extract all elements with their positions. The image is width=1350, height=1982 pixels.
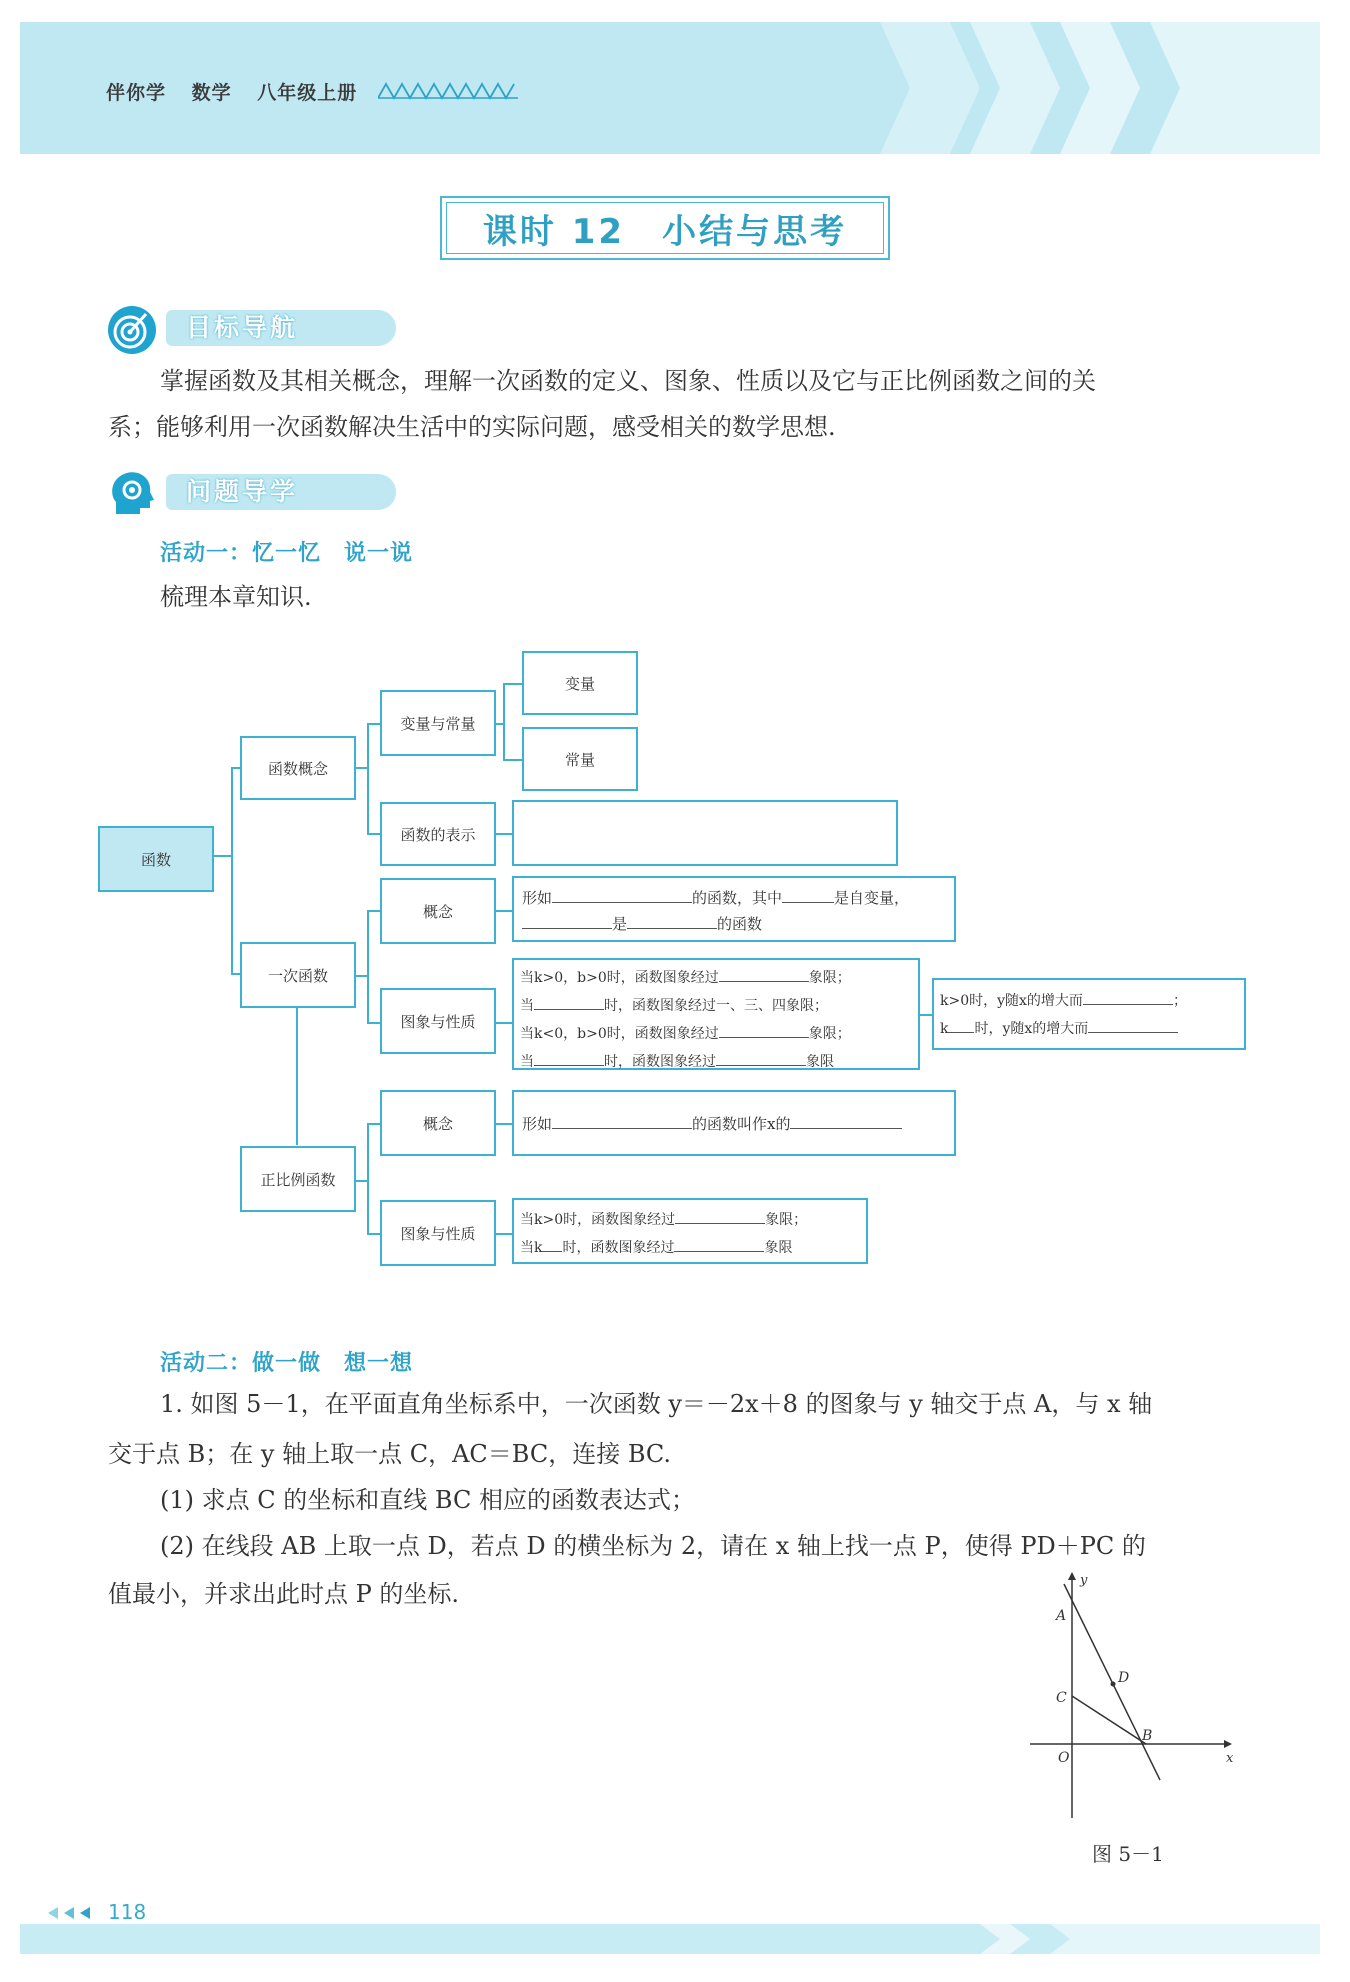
linear-props-line3 [520,1019,851,1047]
fill-blank[interactable] [782,884,834,903]
node-proportional-props: 图象与性质 [380,1200,496,1266]
linear-concept-fill-box [512,876,956,942]
connector [494,910,512,912]
activity1-text: 梳理本章知识. [160,583,312,611]
page-number: 118 [108,1900,147,1924]
linear-concept-line1 [522,884,909,910]
node-var-const: 变量与常量 [380,690,496,756]
label-o: O [1058,1750,1070,1766]
problem-part2: (2) 在线段 AB 上取一点 D，若点 D 的横坐标为 2，请在 x 轴上找一点 P，使得 PD＋PC 的 [160,1532,1146,1560]
zigzag-decoration [378,80,518,100]
monotonicity-fill-box [932,978,1246,1050]
problem-part1: (1) 求点 C 的坐标和直线 BC 相应的函数表达式； [160,1486,695,1514]
line-bc [1072,1696,1146,1744]
lesson-title: 课时 12 小结与思考 [446,202,884,254]
connector [354,975,368,977]
fill-blank[interactable] [534,991,604,1010]
goals-text-line2: 系；能够利用一次函数解决生活中的实际问题，感受相关的数学思想. [108,413,836,441]
fill-blank[interactable] [948,1014,974,1033]
fill-blank[interactable] [674,1233,764,1252]
label-y: y [1080,1573,1088,1588]
header-grade: 八年级上册 [257,82,358,104]
text: 是自变量， [834,889,910,907]
fill-blank[interactable] [522,910,612,929]
answer-box-representation [512,800,898,866]
label-c: C [1056,1690,1067,1706]
page-arrows-icon [48,1906,104,1920]
fill-blank[interactable] [534,1047,604,1066]
label-a: A [1056,1608,1067,1624]
text: 形如 [522,889,553,907]
text: k>0时，y随x的增大而 [940,993,1083,1009]
proportional-props-line1 [520,1205,807,1233]
fill-blank[interactable] [552,1110,692,1129]
proportional-props-fill-box [512,1198,868,1264]
header-chevron-decoration [880,22,1320,154]
linear-props-fill-box [512,958,920,1070]
study-badge [106,468,406,516]
proportional-concept-line [522,1110,902,1136]
node-function-concept: 函数概念 [240,736,356,800]
text: 当 [520,1054,534,1070]
node-proportional-concept: 概念 [380,1090,496,1156]
connector [494,833,512,835]
label-b: B [1142,1728,1153,1744]
text: 象限 [764,1240,793,1256]
lesson-title-box [440,196,890,260]
goals-label: 目标导航 [166,310,396,346]
target-icon [106,304,158,356]
proportional-concept-fill-box [512,1090,956,1156]
connector [494,1233,512,1235]
text: 形如 [522,1115,553,1133]
monotonicity-line2 [940,1014,1178,1042]
point-d [1111,1682,1116,1687]
text: ； [1172,993,1187,1009]
figure-5-1 [1020,1570,1240,1830]
connector [367,1123,369,1235]
text: 当k>0，b>0时，函数图象经过 [520,970,719,986]
connector [367,1233,381,1235]
text: 时，函数图象经过一、三、四象限； [604,998,828,1014]
fill-blank[interactable] [552,884,692,903]
text: 是 [612,915,628,933]
text: 象限 [806,1054,834,1070]
linear-props-line1 [520,963,851,991]
text: 象限； [808,1026,851,1042]
header-book: 伴你学 [106,82,167,104]
label-d: D [1118,1670,1130,1686]
text: 时，函数图象经过 [604,1054,716,1070]
linear-props-line4 [520,1047,834,1075]
text: 的函数 [717,915,763,933]
node-representation: 函数的表示 [380,802,496,866]
node-linear-concept: 概念 [380,878,496,944]
label-x: x [1226,1751,1234,1766]
fill-blank[interactable] [790,1110,902,1129]
connector [503,683,505,761]
text: 当k [520,1240,543,1256]
fill-blank[interactable] [1083,986,1173,1005]
y-axis-arrow [1068,1572,1076,1580]
goals-badge [106,304,406,352]
node-linear-props: 图象与性质 [380,988,496,1054]
figure-caption: 图 5－1 [1092,1842,1164,1866]
linear-concept-line2 [522,910,762,936]
fill-blank[interactable] [719,1019,809,1038]
connector [503,759,523,761]
node-linear-function: 一次函数 [240,942,356,1008]
text: 当k<0，b>0时，函数图象经过 [520,1026,719,1042]
node-constant: 常量 [522,727,638,791]
goals-text-line1: 掌握函数及其相关概念，理解一次函数的定义、图象、性质以及它与正比例函数之间的关 [160,367,1096,395]
fill-blank[interactable] [716,1047,806,1066]
connector [494,1022,512,1024]
connector [231,767,233,975]
connector [367,1123,381,1125]
text: 当 [520,998,534,1014]
fill-blank[interactable] [542,1233,562,1252]
monotonicity-line1 [940,986,1187,1014]
text: 象限； [765,1212,808,1228]
linear-props-line2 [520,991,828,1019]
node-proportional-function: 正比例函数 [240,1146,356,1212]
header-title [106,78,375,105]
connector [354,1180,368,1182]
node-function: 函数 [98,826,214,892]
text: 时，y随x的增大而 [974,1021,1089,1037]
problem-line1: 1. 如图 5－1，在平面直角坐标系中，一次函数 y＝－2x＋8 的图象与 y 轴交于点 A，与 x 轴 [160,1390,1153,1418]
problem-line2: 交于点 B；在 y 轴上取一点 C，AC＝BC，连接 BC. [108,1440,672,1468]
node-variable: 变量 [522,651,638,715]
text: 时，函数图象经过 [562,1240,675,1256]
connector [503,683,523,685]
text: 当k>0时，函数图象经过 [520,1212,676,1228]
connector [367,1022,381,1024]
activity2-heading: 活动二：做一做 想一想 [160,1351,414,1376]
text: 象限； [808,970,851,986]
footer-chevron-decoration [940,1924,1320,1954]
header-subject: 数学 [191,82,232,104]
connector [367,723,369,835]
connector [367,723,381,725]
head-gear-icon [106,468,158,520]
fill-blank[interactable] [1088,1014,1178,1033]
connector [367,833,381,835]
activity1-heading: 活动一：忆一忆 说一说 [160,541,414,566]
x-axis-arrow [1224,1740,1232,1748]
fill-blank[interactable] [719,963,809,982]
text: 的函数叫作x的 [692,1115,791,1133]
fill-blank[interactable] [675,1205,765,1224]
study-label: 问题导学 [166,474,396,510]
fill-blank[interactable] [627,910,717,929]
problem-line5: 值最小，并求出此时点 P 的坐标. [108,1580,460,1608]
connector [367,910,381,912]
text: 的函数，其中 [692,889,783,907]
connector [354,767,368,769]
proportional-props-line2 [520,1233,792,1261]
connector [367,910,369,1024]
text: k [940,1021,949,1037]
connector [494,1123,512,1125]
